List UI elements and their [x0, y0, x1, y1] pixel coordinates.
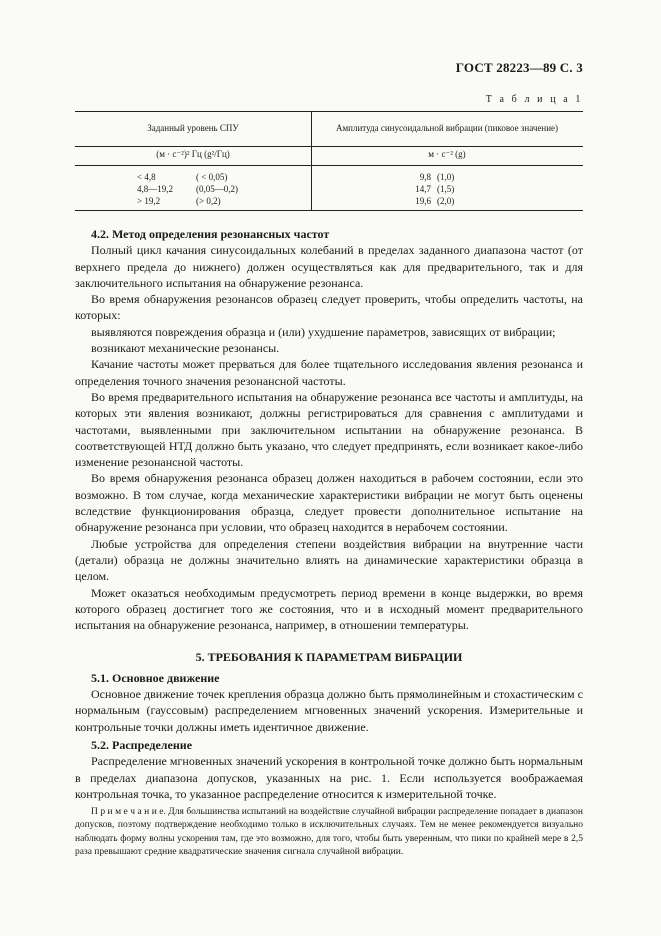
col-units-level: (м · с⁻²)² Гц (g²/Гц)	[156, 149, 230, 159]
list-item: выявляются повреждения образца и (или) ухудшение параметров, зависящих от вибрации;	[91, 324, 556, 339]
row2-level-g: (0,05—0,2)	[196, 184, 238, 194]
paragraph: Распределение мгновенных значений ускорения в контрольной точке должно быть нормальным в пределах диапазона допусков, указанных на рис. 1. Если используется воображаемая контрольная точка, то указанное распределение относится к измерительной точке.	[75, 754, 583, 801]
col-header-amplitude: Амплитуда синусоидальной вибрации (пиковое значение)	[335, 123, 559, 133]
paragraph: Полный цикл качания синусоидальных колебаний в пределах заданного диапазона частот (от верхнего предела до нижнего) должен осуществляться как для предварительного, так и для заключительного испытания на обнаружение резонанса.	[75, 243, 583, 290]
col-units-amplitude: м · с⁻² (g)	[428, 149, 466, 159]
section-4-2-title: 4.2. Метод определения резонансных частот	[91, 227, 330, 241]
row1-level-g: ( < 0,05)	[196, 172, 228, 182]
paragraph: Может оказаться необходимым предусмотреть период времени в конце выдержки, во время которого образец достигнет того же состояния, что и в исходный момент предварительного испытания на обнаружение резонанса, например, в отношении температуры.	[75, 585, 583, 633]
row1-level: < 4,8	[137, 172, 156, 182]
section-5-1-title: 5.1. Основное движение	[91, 670, 220, 685]
row3-amp: 19,6	[415, 196, 431, 206]
row3-amp-g: (2,0)	[437, 196, 455, 206]
paragraph: Во время предварительного испытания на обнаружение резонанса все частоты и амплитуды, на которых эти явления возникают, должны регистрироваться для сравнения с амплитудами и частотами, выявленными при заключительном испытании на обнаружение резонанса. В соответствующей НТД должно быть указано, что следует предпринять, если возникает какое-либо изменение резонансной частоты.	[75, 389, 583, 470]
col-header-level: Заданный уровень СПУ	[147, 123, 239, 133]
row2-amp-g: (1,5)	[437, 184, 455, 194]
section-5-2-title: 5.2. Распределение	[91, 737, 193, 752]
note: П р и м е ч а н и е. Для большинства испытаний на воздействие случайной вибрации распределение попадает в диапазон допусков, поэтому подтверждение необходимо только в исключительных случаях. Тем не менее рекомендуется визуально наблюдать форму волны ускорения там, где это возможно, для того, чтобы быть уверенным, что пики по крайней мере в 2,5 раза превышают средние квадратические значения сигнала случайной вибрации.	[75, 807, 583, 857]
table-rule-header	[75, 146, 583, 147]
table-rule-units	[75, 165, 583, 166]
row3-level-g: (> 0,2)	[196, 196, 221, 206]
document-body	[75, 226, 583, 859]
paragraph: Во время обнаружения резонанса образец должен находиться в рабочем состоянии, если это возможно. В том случае, когда механические характеристики вибрации не могут быть оценены вследствие функционирования образца, следует провести дополнительное испытание на обнаружение резонанса при условии, что образец находится в нерабочем состоянии.	[75, 471, 583, 535]
section-5-title: 5. ТРЕБОВАНИЯ К ПАРАМЕТРАМ ВИБРАЦИИ	[195, 650, 463, 665]
table-rule-top	[75, 111, 583, 112]
row3-level: > 19,2	[137, 196, 161, 206]
row1-amp: 9,8	[419, 172, 431, 182]
page-header: ГОСТ 28223—89 С. 3	[455, 60, 583, 75]
paragraph: Качание частоты может прерваться для более тщательного исследования явления резонанса и определения точного значения резонансной частоты.	[75, 357, 583, 388]
row2-level: 4,8—19,2	[137, 184, 173, 194]
table-rule-bottom	[75, 210, 583, 211]
paragraph: Любые устройства для определения степени воздействия вибрации на внутренние части (детали) образца не должны значительно влиять на динамические характеристики образца в целом.	[75, 536, 583, 584]
paragraph: Основное движение точек крепления образца должно быть прямолинейным и стохастическим с нормальным (гауссовым) распределением мгновенных значений ускорения. Измерительные и контрольные точки должны иметь идентичное движение.	[75, 687, 583, 734]
paragraph: Во время обнаружения резонансов образец следует проверить, чтобы определить частоты, на которых:	[75, 292, 583, 323]
row2-amp: 14,7	[415, 184, 431, 194]
table-caption: Т а б л и ц а 1	[485, 94, 583, 105]
row1-amp-g: (1,0)	[437, 172, 455, 182]
list-item: возникают механические резонансы.	[91, 341, 280, 356]
